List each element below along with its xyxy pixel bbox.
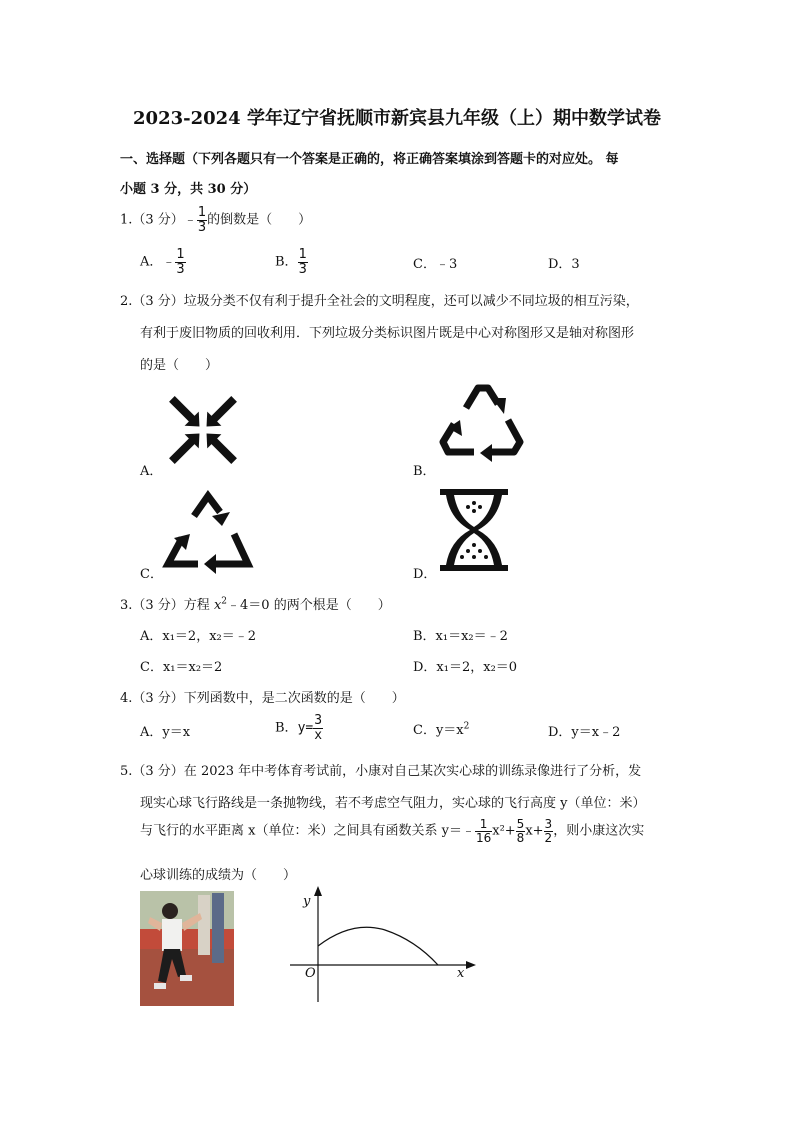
q4-option-a: A．y＝x (140, 725, 191, 740)
q2-option-d-label: D． (413, 567, 437, 582)
y-axis-arrow-icon (314, 886, 322, 896)
athlete-photo (140, 891, 234, 1006)
q4-option-d: D．y＝x﹣2 (548, 725, 621, 740)
q5-line1: 5.（3 分）在 2023 年中考体育考试前，小康对自己某次实心球的训练录像进行了分析，发 (120, 764, 642, 779)
graph-origin-label: O (305, 966, 316, 981)
q2-line3: 的是（ ） (140, 358, 219, 373)
q1-option-c: C．﹣3 (413, 257, 458, 272)
q1-rest: 的倒数是（ ） (207, 212, 312, 228)
q2-option-a-label: A． (140, 464, 163, 479)
q2-option-b-label: B． (413, 464, 436, 479)
parabola-graph (290, 890, 480, 1005)
q3-stem: 3.（3 分）方程 $x^2﹣4=0$ 的两个根是（ ） (120, 596, 391, 613)
q1-stem (120, 206, 311, 234)
q3-option-c: C．x₁＝x₂＝2 (140, 660, 223, 675)
symbol-b-recycle-icon (438, 380, 526, 468)
symbol-d-hourglass-icon (440, 489, 510, 573)
q5-line3: 与飞行的水平距离 x（单位：米）之间具有函数关系 y＝﹣ $\frac{1}{16}$ x²+ $\frac{5}{8}$ x+ $\frac{3}{2}$ ，则小康这次实 (140, 817, 645, 845)
q1-fraction: $\frac{1}{3}$ (197, 205, 207, 235)
q5-line4: 心球训练的成绩为（ ） (140, 868, 297, 883)
graph-x-label: x (457, 966, 465, 981)
symbol-a-inward-arrows-icon (163, 392, 243, 468)
section-heading-line2: 小题 3 分，共 30 分） (120, 182, 257, 197)
q4-option-c: C．$y=x^2$ (413, 721, 470, 738)
page-title: 2023-2024 学年辽宁省抚顺市新宾县九年级（上）期中数学试卷 (133, 108, 661, 129)
x-axis-arrow-icon (466, 961, 476, 969)
q3-option-d: D．x₁＝2，x₂＝0 (413, 660, 518, 675)
q1-number: 1.（3 分） (120, 212, 184, 228)
q2-option-c-label: C． (140, 567, 163, 582)
section-heading-line1: 一、选择题（下列各题只有一个答案是正确的，将正确答案填涂到答题卡的对应处。 每 (120, 152, 619, 167)
symbol-c-recycle-icon (164, 490, 252, 572)
q3-option-a: A．x₁＝2，x₂＝﹣2 (140, 629, 257, 644)
trajectory-curve (318, 927, 438, 965)
q1-option-d: D．3 (548, 257, 580, 272)
q5-line2: 现实心球飞行路线是一条抛物线，若不考虑空气阻力，实心球的飞行高度 y（单位：米） (140, 796, 646, 811)
q1-minus: ﹣ (183, 212, 197, 228)
q2-line1: 2.（3 分）垃圾分类不仅有利于提升全社会的文明程度，还可以减少不同垃圾的相互污染， (120, 294, 639, 309)
q4-stem: 4.（3 分）下列函数中，是二次函数的是（ ） (120, 691, 405, 706)
q1-option-b: B． $\frac{1}{3}$ (275, 247, 307, 277)
q2-line2: 有利于废旧物质的回收利用．下列垃圾分类标识图片既是中心对称图形又是轴对称图形 (140, 326, 635, 341)
graph-y-label: y (303, 894, 311, 909)
q3-option-b: B．x₁＝x₂＝﹣2 (413, 629, 508, 644)
q4-option-b: B．y= $\frac{3}{x}$ (275, 713, 323, 743)
q1-option-a: A．﹣ $\frac{1}{3}$ (140, 247, 185, 277)
